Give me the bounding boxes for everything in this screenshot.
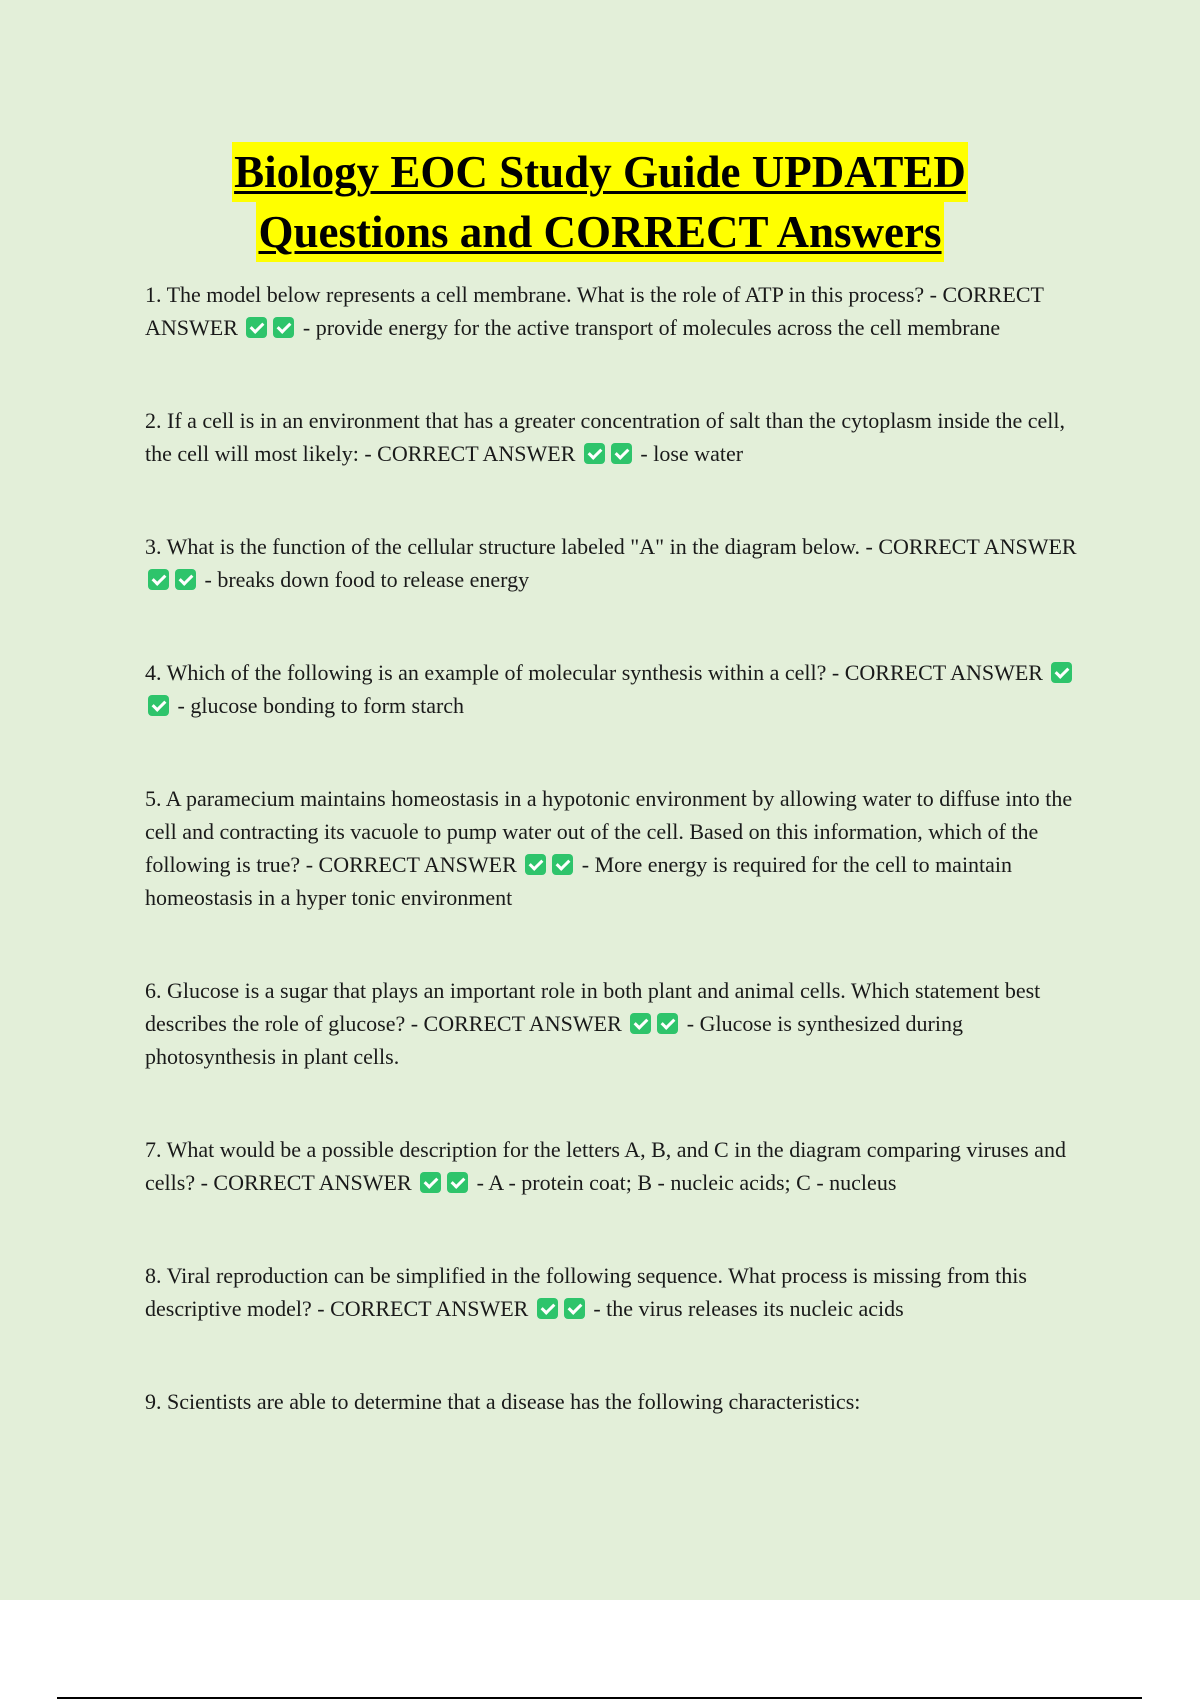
answer-text: - lose water — [640, 441, 744, 466]
check-mark-icon — [175, 569, 196, 590]
question-answer-list — [145, 278, 1090, 1478]
check-mark-icon — [1051, 662, 1072, 683]
question-text: 3. What is the function of the cellular structure labeled "A" in the diagram below. - CORRECT ANSWER — [145, 534, 1077, 559]
question-text: 4. Which of the following is an example of molecular synthesis within a cell? - CORRECT ANSWER — [145, 660, 1043, 685]
qa-item-7 — [145, 1133, 1090, 1199]
question-text: 1. The model below represents a cell membrane. What is the role of ATP in this process? - CORRECT ANSWER — [145, 282, 1044, 340]
title-line-2: Questions and CORRECT Answers — [256, 202, 943, 262]
check-mark-icon — [525, 854, 546, 875]
answer-text: - the virus releases its nucleic acids — [593, 1296, 904, 1321]
check-mark-icon — [273, 317, 294, 338]
qa-item-9 — [145, 1385, 1090, 1418]
check-mark-icon — [564, 1298, 585, 1319]
footer-divider — [57, 1697, 1142, 1699]
check-mark-icon — [148, 569, 169, 590]
check-mark-icon — [246, 317, 267, 338]
qa-item-4 — [145, 656, 1090, 722]
answer-text: - glucose bonding to form starch — [177, 693, 465, 718]
question-text: 2. If a cell is in an environment that has a greater concentration of salt than the cytoplasm inside the cell, the cell will most likely: - CORRECT ANSWER — [145, 408, 1066, 466]
question-text: 6. Glucose is a sugar that plays an important role in both plant and animal cells. Which statement best describes the role of glucose? - CORRECT ANSWER — [145, 978, 1041, 1036]
check-mark-icon — [537, 1298, 558, 1319]
answer-text: - A - protein coat; B - nucleic acids; C - nucleus — [476, 1170, 897, 1195]
check-mark-icon — [611, 443, 632, 464]
qa-item-2 — [145, 404, 1090, 470]
check-mark-icon — [447, 1172, 468, 1193]
check-mark-icon — [657, 1013, 678, 1034]
qa-item-5 — [145, 782, 1090, 914]
qa-item-1 — [145, 278, 1090, 344]
answer-text: - Glucose is synthesized during photosynthesis in plant cells. — [145, 1011, 963, 1069]
check-mark-icon — [584, 443, 605, 464]
qa-item-6 — [145, 974, 1090, 1073]
document-title — [0, 142, 1200, 262]
check-mark-icon — [630, 1013, 651, 1034]
qa-item-8 — [145, 1259, 1090, 1325]
question-text: 9. Scientists are able to determine that a disease has the following characteristics: — [145, 1389, 861, 1414]
question-text: 7. What would be a possible description for the letters A, B, and C in the diagram comparing viruses and cells? - CORRECT ANSWER — [145, 1137, 1066, 1195]
check-mark-icon — [148, 695, 169, 716]
check-mark-icon — [552, 854, 573, 875]
answer-text: - More energy is required for the cell to maintain homeostasis in a hyper tonic environment — [145, 852, 1013, 910]
qa-item-3 — [145, 530, 1090, 596]
title-line-1: Biology EOC Study Guide UPDATED — [232, 142, 968, 202]
question-text: 8. Viral reproduction can be simplified in the following sequence. What process is missing from this descriptive model? - CORRECT ANSWER — [145, 1263, 1027, 1321]
question-text: 5. A paramecium maintains homeostasis in a hypotonic environment by allowing water to diffuse into the cell and contracting its vacuole to pump water out of the cell. Based on this information, which of the following is true? - CORRECT ANSWER — [145, 786, 1073, 877]
answer-text: - breaks down food to release energy — [204, 567, 530, 592]
check-mark-icon — [420, 1172, 441, 1193]
answer-text: - provide energy for the active transport of molecules across the cell membrane — [302, 315, 1001, 340]
